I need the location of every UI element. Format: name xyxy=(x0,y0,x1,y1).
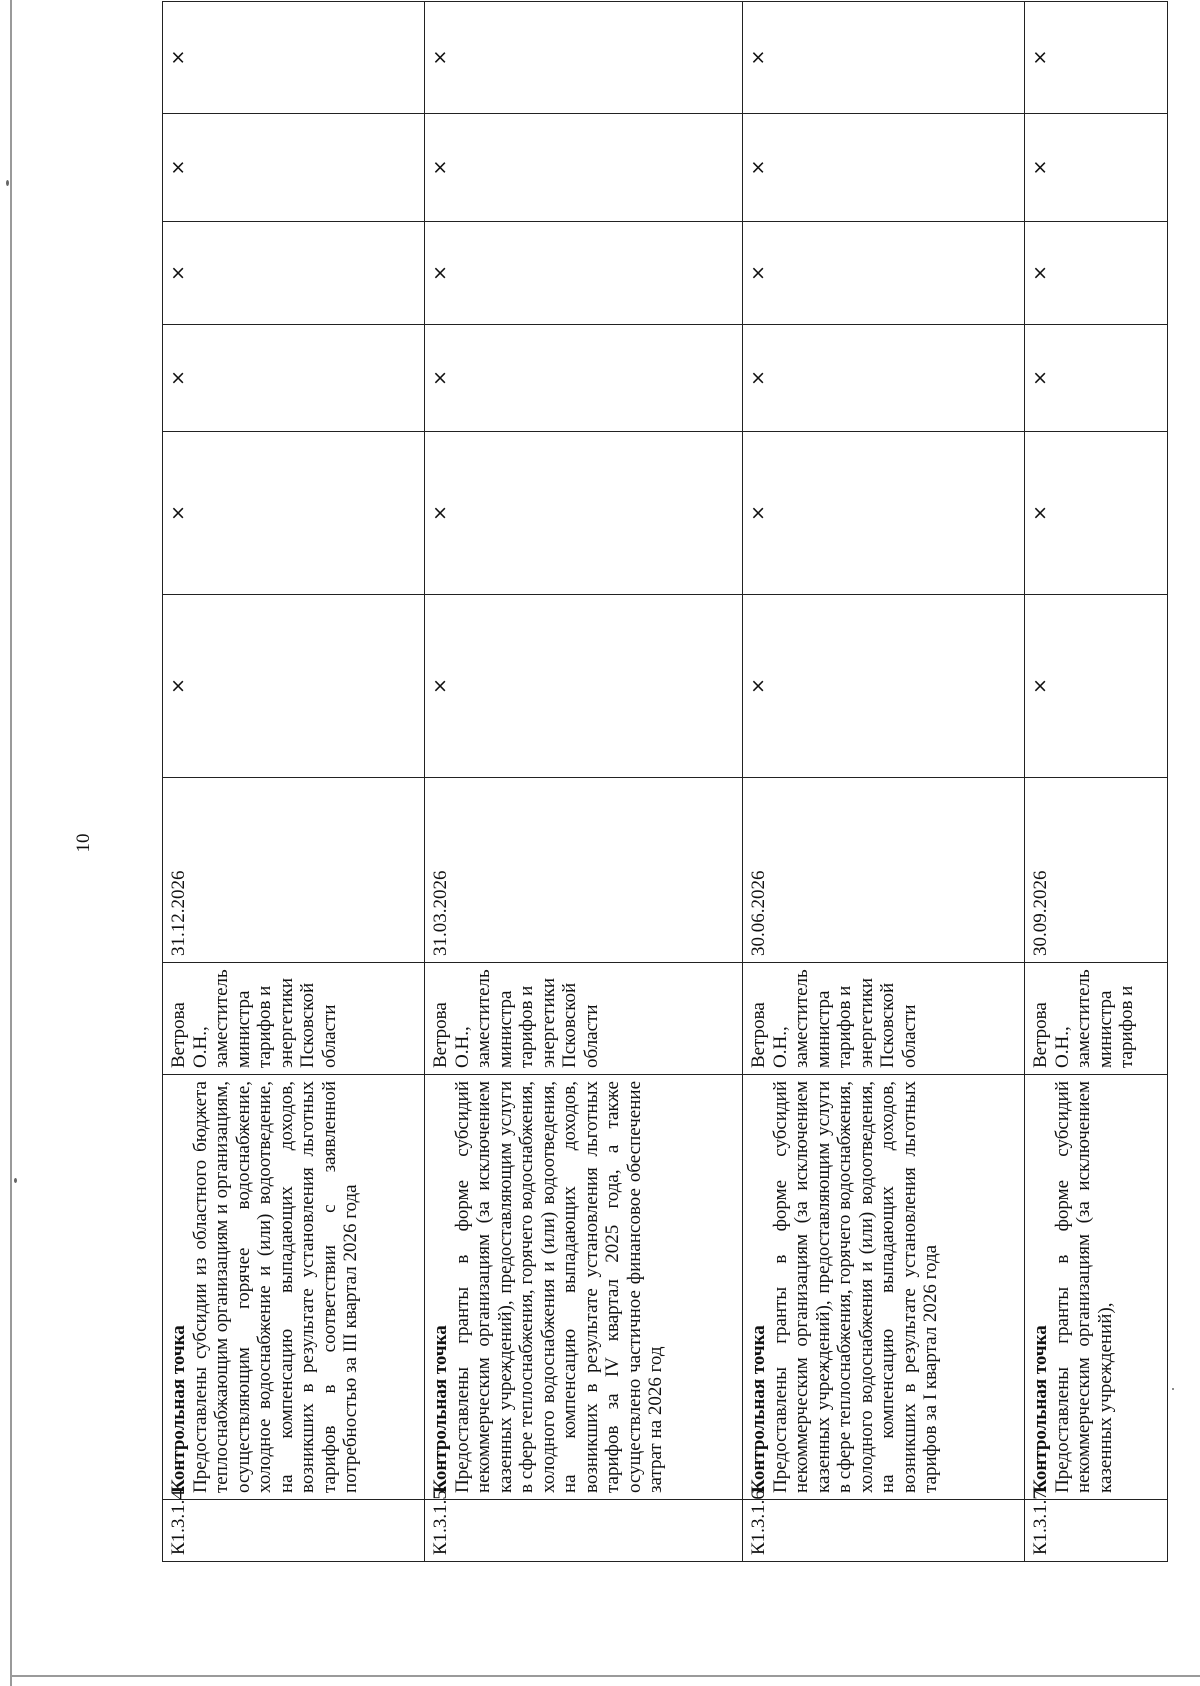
row-heading: Контрольная точка xyxy=(1030,1325,1051,1493)
row-text: Предоставлены гранты в форме субсидий некоммерческим организациям (за исключением казенных учреждений), предоставляющим услуги в сфере теплоснабжения, горячего водоснабжения, холодного водоснабжения и (или) водоотведения, на компенсацию выпадающих доходов, возникших в результате установления льготных тарифов за IV квартал 2025 года, а также осуществлено частичное финансовое обеспечение затрат на 2026 год xyxy=(451,1081,666,1493)
control-points-table xyxy=(162,1,1168,1562)
cell-mark: × xyxy=(425,325,743,432)
row-date: 30.09.2026 xyxy=(1025,778,1168,963)
row-code: К1.3.1.4. xyxy=(163,1500,425,1562)
cell-mark: × xyxy=(743,595,1025,778)
cell-mark: × xyxy=(425,2,743,114)
cell-mark: × xyxy=(1025,325,1168,432)
cell-mark: × xyxy=(1025,595,1168,778)
cell-mark: × xyxy=(1025,432,1168,595)
row-code: К1.3.1.7. xyxy=(1025,1500,1168,1562)
row-date: 31.03.2026 xyxy=(425,778,743,963)
row-description xyxy=(1025,1075,1168,1500)
table-row xyxy=(743,2,1025,1562)
row-description xyxy=(425,1075,743,1500)
row-responsible: Ветрова О.Н., заместитель министра тарифов и энергетики Псковской области xyxy=(425,963,743,1075)
row-date: 30.06.2026 xyxy=(743,778,1025,963)
cell-mark: × xyxy=(163,2,425,114)
row-description xyxy=(743,1075,1025,1500)
cell-mark: × xyxy=(1025,114,1168,222)
cell-mark: × xyxy=(425,595,743,778)
cell-mark: × xyxy=(163,325,425,432)
cell-mark: × xyxy=(743,2,1025,114)
row-code: К1.3.1.6. xyxy=(743,1500,1025,1562)
table-body xyxy=(163,2,1168,1562)
page-number: 10 xyxy=(73,833,94,853)
cell-mark: × xyxy=(425,222,743,325)
cell-mark: × xyxy=(743,432,1025,595)
cell-mark: × xyxy=(425,432,743,595)
scan-speck xyxy=(1172,1388,1174,1390)
row-responsible: Ветрова О.Н., заместитель министра тарифов и xyxy=(1025,963,1168,1075)
row-heading: Контрольная точка xyxy=(430,1325,451,1493)
row-heading: Контрольная точка xyxy=(168,1325,189,1493)
cell-mark: × xyxy=(1025,222,1168,325)
row-heading: Контрольная точка xyxy=(748,1325,769,1493)
cell-mark: × xyxy=(743,114,1025,222)
cell-mark: × xyxy=(1025,2,1168,114)
row-text: Предоставлены гранты в форме субсидий некоммерческим организациям (за исключением казенных учреждений), предоставляющим услуги в сфере теплоснабжения, горячего водоснабжения, холодного водоснабжения и (или) водоотведения, на компенсацию выпадающих доходов, возникших в результате установления льготных тарифов за I квартал 2026 года xyxy=(769,1081,941,1493)
table-row xyxy=(425,2,743,1562)
row-text: Предоставлены гранты в форме субсидий некоммерческим организациям (за исключением казенных учреждений), xyxy=(1051,1081,1116,1493)
scan-edge-left xyxy=(10,0,12,1686)
row-responsible: Ветрова О.Н., заместитель министра тарифов и энергетики Псковской области xyxy=(163,963,425,1075)
row-code: К1.3.1.5. xyxy=(425,1500,743,1562)
cell-mark: × xyxy=(743,222,1025,325)
table-row xyxy=(163,2,425,1562)
cell-mark: × xyxy=(425,114,743,222)
table-row xyxy=(1025,2,1168,1562)
rotated-page xyxy=(162,2,1167,1562)
scan-edge-bottom xyxy=(10,1675,1200,1677)
scan-speck xyxy=(14,1178,17,1183)
cell-mark: × xyxy=(163,595,425,778)
row-text: Предоставлены субсидии из областного бюджета теплоснабжающим организациям и организациям, осуществляющим горячее водоснабжение, холодное водоснабжение и (или) водоотведение, на компенсацию выпадающих доходов, возникших в результате установления льготных тарифов в соответствии с заявленной потребностью за III квартал 2026 года xyxy=(189,1081,361,1493)
row-date: 31.12.2026 xyxy=(163,778,425,963)
cell-mark: × xyxy=(163,432,425,595)
cell-mark: × xyxy=(163,114,425,222)
scan-speck xyxy=(6,180,9,186)
cell-mark: × xyxy=(743,325,1025,432)
row-responsible: Ветрова О.Н., заместитель министра тарифов и энергетики Псковской области xyxy=(743,963,1025,1075)
cell-mark: × xyxy=(163,222,425,325)
row-description xyxy=(163,1075,425,1500)
